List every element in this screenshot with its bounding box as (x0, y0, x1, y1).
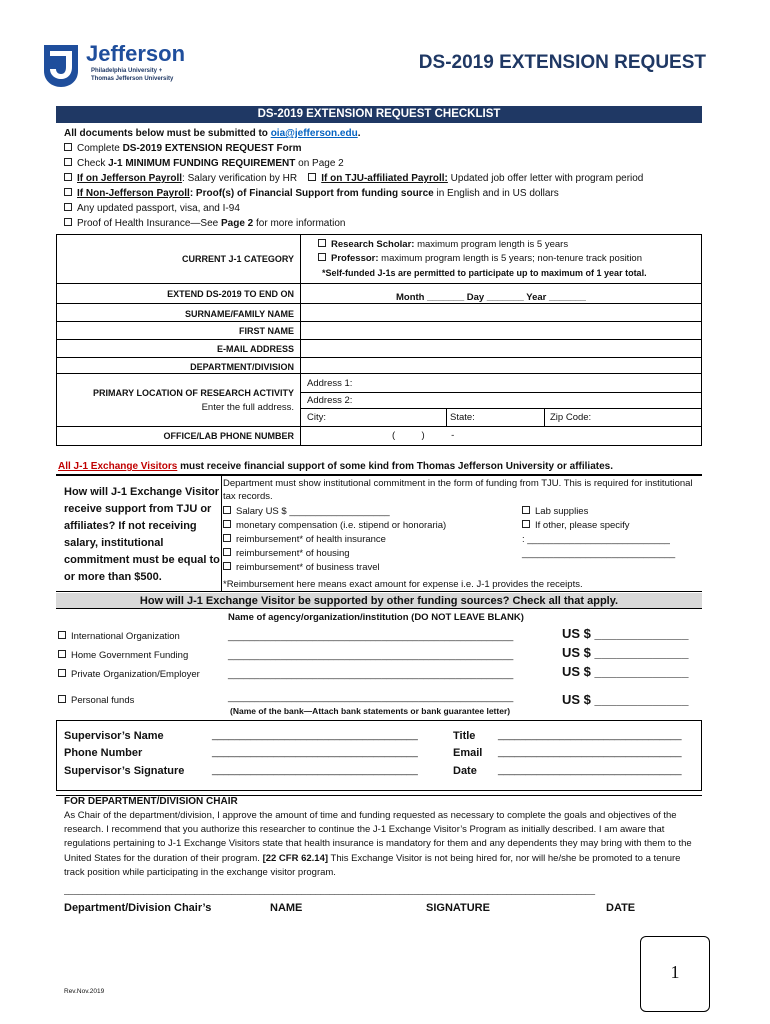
checkbox[interactable] (64, 218, 72, 226)
checklist-intro (64, 126, 714, 141)
option-lab-supplies[interactable] (522, 505, 675, 519)
supervisor-email-label: Email (453, 747, 483, 759)
option-research-scholar[interactable] (318, 238, 708, 252)
text: J-1 MINIMUM FUNDING REQUIREMENT (108, 158, 296, 169)
surname-field[interactable] (302, 305, 702, 321)
chair-heading: FOR DEPARTMENT/DIVISION CHAIR (64, 796, 238, 807)
checklist-header (56, 106, 702, 123)
support-heading-red: All J-1 Exchange Visitors (58, 461, 178, 472)
text: If Non-Jefferson Payroll (77, 188, 190, 199)
chair-para-1: As Chair of the department/division, I approve the amount of time and funding requested as necessary to complete the goals and objectives of the research. I recommend that you authorize this researcher to continue the J-1 Exchange Visitor’s Program as initially described. I am aware that regulations pertaining to J-1 Exchange Visitors state that health insurance is mandatory for them and any dependents they may bring with them to the United States for the duration of their program. (64, 810, 692, 864)
jefferson-shield-icon (44, 45, 78, 87)
text: Check (77, 158, 109, 169)
email-field[interactable] (302, 340, 702, 356)
text: Proof of Health Insurance—See (77, 218, 221, 229)
extend-date-field[interactable]: Month _______ Day _______ Year _______ (396, 292, 586, 303)
text: Complete (77, 143, 123, 154)
usd-international[interactable]: US $ _____________ (562, 626, 689, 641)
text: Lab supplies (535, 506, 589, 517)
chair-date-label: DATE (606, 902, 636, 914)
checkbox[interactable] (58, 695, 66, 703)
chair-para-2: This Exchange Visitor is not being hired for, nor will he/she be promoted to a tenure track position while participating in the exchange visitor program. (64, 852, 681, 878)
text: : Proof(s) of Financial Support from funding source (189, 188, 434, 199)
extend-label: EXTEND DS-2019 TO END ON (167, 289, 294, 299)
intro-period: . (357, 128, 361, 139)
text: in English and in US dollars (433, 188, 559, 199)
text: Personal funds (71, 695, 135, 706)
checkbox[interactable] (223, 534, 231, 542)
agency-line-private[interactable]: ______________________________________________________ (228, 669, 514, 680)
text: Private Organization/Employer (71, 669, 200, 680)
funding-personal (58, 695, 134, 706)
supervisor-name-label: Supervisor’s Name (64, 730, 164, 742)
logo-wordmark: Jefferson (86, 41, 186, 66)
checklist-item-6 (64, 216, 714, 231)
city-field[interactable]: City: (307, 412, 326, 423)
bank-note: (Name of the bank—Attach bank statements or bank guarantee letter) (230, 706, 511, 716)
supervisor-date-field[interactable]: _________________________________ (498, 765, 682, 776)
option-health[interactable] (223, 533, 446, 547)
option-compensation[interactable] (223, 519, 446, 533)
option-professor[interactable] (318, 252, 708, 266)
supervisor-title-field[interactable]: _________________________________ (498, 730, 682, 741)
page-number-box (640, 936, 710, 1012)
text: reimbursement* of business travel (236, 562, 380, 573)
zip-field[interactable]: Zip Code: (550, 412, 592, 423)
page-number: 1 (670, 962, 680, 982)
checkbox[interactable] (58, 631, 66, 639)
other-funding-heading (56, 593, 702, 609)
support-question: How will J-1 Exchange Visitor receive support from TJU or affiliates? If not receiving salary, institutional commitment must be equal to or more than $500. (64, 486, 220, 583)
checkbox[interactable] (64, 158, 72, 166)
checkbox[interactable] (308, 173, 316, 181)
first-name-field[interactable] (302, 322, 702, 338)
phone-field[interactable]: ( ) - (392, 430, 455, 441)
checkbox[interactable] (223, 520, 231, 528)
text: reimbursement* of health insurance (236, 534, 386, 545)
other-funding-heading-text: How will J-1 Exchange Visitor be supported by other funding sources? Check all that apply. (139, 595, 619, 607)
checklist-header-text: DS-2019 EXTENSION REQUEST CHECKLIST (257, 108, 501, 120)
logo-subline-1: Philadelphia University + (91, 68, 163, 74)
location-label: PRIMARY LOCATION OF RESEARCH ACTIVITY (92, 388, 294, 398)
agency-subheading: Name of agency/organization/institution (DO NOT LEAVE BLANK) (228, 612, 524, 623)
department-field[interactable] (302, 358, 702, 374)
checkbox[interactable] (58, 669, 66, 677)
option-travel[interactable] (223, 561, 446, 575)
other-specify-line-2[interactable]: _____________________________ (522, 548, 676, 559)
supervisor-signature-field[interactable]: _____________________________________ (212, 765, 418, 776)
agency-line-international[interactable]: ______________________________________________________ (228, 631, 514, 642)
option-other[interactable] (522, 519, 675, 533)
address2-field[interactable]: Address 2: (307, 395, 353, 406)
chair-name-label: NAME (270, 902, 303, 914)
text: DS-2019 EXTENSION REQUEST Form (122, 143, 302, 154)
logo-subline-2: Thomas Jefferson University (91, 76, 174, 82)
checklist-item-4 (64, 186, 714, 201)
dept-chair-label: Department/Division Chair’s (64, 902, 212, 914)
checkbox[interactable] (64, 188, 72, 196)
usd-personal[interactable]: US $ _____________ (562, 692, 689, 707)
location-sublabel: Enter the full address. (201, 402, 294, 413)
funding-international (58, 631, 180, 642)
checklist-item-3 (64, 171, 714, 186)
reimbursement-footnote: *Reimbursement here means exact amount for expense i.e. J-1 provides the receipts. (223, 579, 583, 590)
text: Professor: (331, 253, 379, 264)
category-options (318, 238, 708, 280)
checkbox[interactable] (318, 253, 326, 261)
text: monetary compensation (i.e. stipend or honoraria) (236, 520, 447, 531)
funding-home-government (58, 650, 188, 661)
chair-statement (64, 809, 700, 880)
usd-private[interactable]: US $ _____________ (562, 664, 689, 679)
intro-text: All documents below must be submitted to (64, 128, 271, 139)
email-label: E-MAIL ADDRESS (216, 344, 294, 354)
chair-signature-line[interactable]: __________________________________________________________________________________________________________________ (64, 885, 595, 895)
text: International Organization (71, 631, 180, 642)
support-options-right (522, 505, 675, 561)
checkbox[interactable] (522, 506, 530, 514)
other-specify-line-1[interactable]: : ___________________________ (522, 534, 670, 545)
checkbox[interactable] (58, 650, 66, 658)
checklist-item-1 (64, 141, 714, 156)
self-funded-note: *Self-funded J-1s are permitted to participate up to maximum of 1 year total. (322, 268, 647, 278)
text: maximum program length is 5 years (414, 239, 569, 250)
text: Updated job offer letter with program period (447, 173, 644, 184)
address1-field[interactable]: Address 1: (307, 378, 353, 389)
surname-label: SURNAME/FAMILY NAME (184, 309, 294, 319)
revision-date: Rev.Nov.2019 (64, 988, 105, 995)
agency-line-home[interactable]: ______________________________________________________ (228, 650, 514, 661)
checkbox[interactable] (223, 548, 231, 556)
checklist (64, 126, 714, 231)
agency-line-personal[interactable]: ______________________________________________________ (228, 692, 514, 703)
chair-signature-label: SIGNATURE (426, 902, 490, 914)
text: reimbursement* of housing (236, 548, 350, 559)
cfr-reference: [22 CFR 62.14] (262, 852, 329, 864)
text: maximum program length is 5 years; non-tenure track position (378, 253, 642, 264)
phone-label: OFFICE/LAB PHONE NUMBER (163, 431, 294, 441)
supervisor-phone-label: Phone Number (64, 747, 143, 759)
funding-private (58, 669, 200, 680)
supervisor-name-field[interactable]: _____________________________________ (212, 730, 418, 741)
text: Any updated passport, visa, and I-94 (77, 203, 240, 214)
supervisor-signature-label: Supervisor’s Signature (64, 765, 185, 777)
oia-email-link[interactable]: oia@jefferson.edu (270, 128, 358, 139)
checklist-item-5 (64, 201, 714, 216)
text: Salary US $ ___________________ (236, 506, 390, 517)
support-options-left (223, 505, 446, 575)
usd-home[interactable]: US $ _____________ (562, 645, 689, 660)
text: for more information (253, 218, 346, 229)
first-name-label: FIRST NAME (239, 326, 294, 336)
support-heading (58, 461, 708, 472)
checkbox[interactable] (318, 239, 326, 247)
page-title: DS-2019 EXTENSION REQUEST (418, 52, 706, 73)
state-field[interactable]: State: (450, 412, 475, 423)
jefferson-logo (44, 41, 194, 93)
department-note: Department must show institutional commitment in the form of funding from TJU. This is required for institutional tax records. (223, 478, 693, 502)
text: Research Scholar: (331, 239, 415, 250)
supervisor-email-field[interactable]: _________________________________ (498, 747, 682, 758)
department-label: DEPARTMENT/DIVISION (190, 362, 294, 372)
checkbox[interactable] (64, 203, 72, 211)
text: : Salary verification by HR (182, 173, 298, 184)
option-salary[interactable] (223, 505, 446, 519)
category-label: CURRENT J-1 CATEGORY (181, 254, 294, 264)
text: Home Government Funding (71, 650, 189, 661)
text: If on TJU-affiliated Payroll: (321, 173, 448, 184)
supervisor-phone-field[interactable]: _____________________________________ (212, 747, 418, 758)
supervisor-title-label: Title (453, 730, 476, 742)
checkbox[interactable] (64, 173, 72, 181)
text: on Page 2 (295, 158, 344, 169)
text: Page 2 (220, 218, 254, 229)
checkbox[interactable] (522, 520, 530, 528)
checkbox[interactable] (64, 143, 72, 151)
option-housing[interactable] (223, 547, 446, 561)
checkbox[interactable] (223, 562, 231, 570)
text: If other, please specify (535, 520, 630, 531)
supervisor-date-label: Date (453, 765, 477, 777)
checklist-item-2 (64, 156, 714, 171)
support-heading-text: must receive financial support of some kind from Thomas Jefferson University or affiliates. (177, 461, 613, 472)
checkbox[interactable] (223, 506, 231, 514)
text: If on Jefferson Payroll (77, 173, 183, 184)
